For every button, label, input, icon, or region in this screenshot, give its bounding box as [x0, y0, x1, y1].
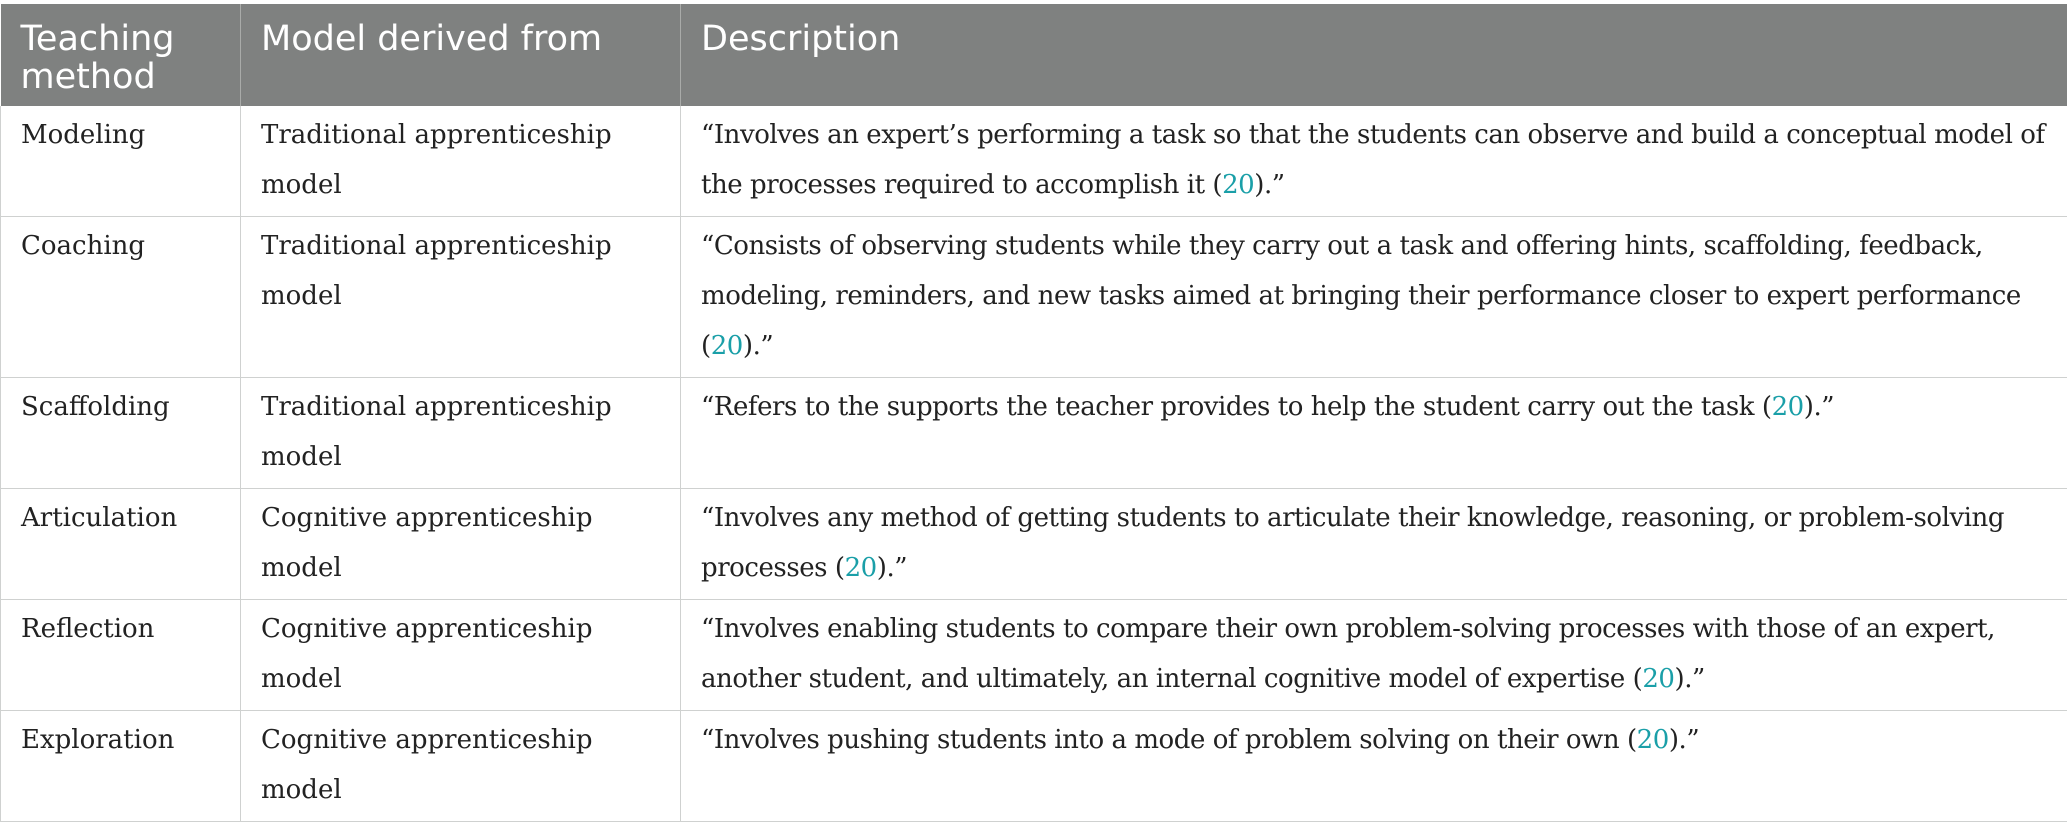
cell-method: Exploration — [1, 711, 241, 822]
cell-method: Articulation — [1, 489, 241, 600]
table-row — [1, 378, 2067, 489]
cell-description — [681, 217, 2067, 378]
description-end: ).” — [1675, 664, 1705, 694]
description-end: ).” — [743, 331, 773, 361]
table-row — [1, 217, 2067, 378]
description-end: ).” — [1804, 392, 1834, 422]
table-row — [1, 711, 2067, 822]
cell-model: Traditional apprenticeship model — [241, 378, 681, 489]
table-row — [1, 600, 2067, 711]
reference-link[interactable]: 20 — [1772, 392, 1804, 422]
cell-description — [681, 600, 2067, 711]
description-text: “Refers to the supports the teacher provides to help the student carry out the task ( — [701, 392, 1772, 422]
cell-method: Modeling — [1, 106, 241, 217]
description-end: ).” — [1254, 170, 1284, 200]
description-text: “Consists of observing students while they carry out a task and offering hints, scaffolding, feedback, modeling, reminders, and new tasks aimed at bringing their performance closer to expert performance ( — [701, 231, 2021, 361]
cell-description — [681, 378, 2067, 489]
table-body — [1, 106, 2067, 822]
cell-description — [681, 489, 2067, 600]
description-end: ).” — [1669, 725, 1699, 755]
table-row — [1, 106, 2067, 217]
cell-description — [681, 711, 2067, 822]
description-end: ).” — [877, 553, 907, 583]
table-row — [1, 489, 2067, 600]
description-text: “Involves an expert’s performing a task so that the students can observe and build a conceptual model of the processes required to accomplish it ( — [701, 120, 2045, 200]
reference-link[interactable]: 20 — [1642, 664, 1674, 694]
description-text: “Involves any method of getting students to articulate their knowledge, reasoning, or problem-solving processes ( — [701, 503, 2004, 583]
header-teaching-method: Teaching method — [1, 4, 241, 106]
reference-link[interactable]: 20 — [845, 553, 877, 583]
reference-link[interactable]: 20 — [1222, 170, 1254, 200]
cell-method: Reflection — [1, 600, 241, 711]
cell-model: Cognitive apprenticeship model — [241, 711, 681, 822]
header-description: Description — [681, 4, 2067, 106]
header-row — [1, 4, 2067, 106]
cell-method: Coaching — [1, 217, 241, 378]
reference-link[interactable]: 20 — [1637, 725, 1669, 755]
cell-model: Traditional apprenticeship model — [241, 106, 681, 217]
cell-description — [681, 106, 2067, 217]
cell-model: Traditional apprenticeship model — [241, 217, 681, 378]
teaching-methods-table — [0, 4, 2067, 822]
header-model-derived-from: Model derived from — [241, 4, 681, 106]
cell-model: Cognitive apprenticeship model — [241, 600, 681, 711]
description-text: “Involves enabling students to compare their own problem-solving processes with those of an expert, another student, and ultimately, an internal cognitive model of expertise ( — [701, 614, 1995, 694]
description-text: “Involves pushing students into a mode of problem solving on their own ( — [701, 725, 1637, 755]
table-header — [1, 4, 2067, 106]
reference-link[interactable]: 20 — [711, 331, 743, 361]
cell-method: Scaffolding — [1, 378, 241, 489]
cell-model: Cognitive apprenticeship model — [241, 489, 681, 600]
